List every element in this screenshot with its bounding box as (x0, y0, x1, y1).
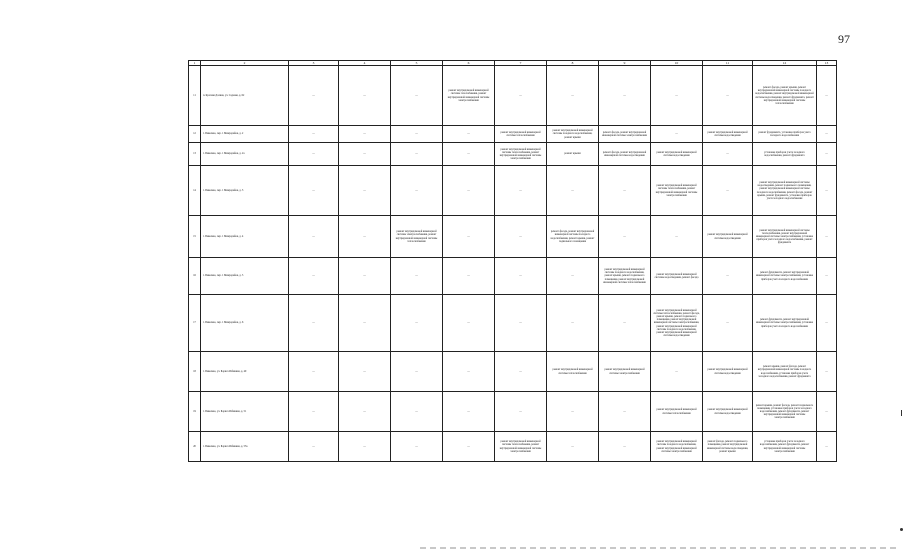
empty-dash-cell: — (817, 66, 837, 126)
empty-dash-cell: — (289, 66, 339, 126)
empty-dash-cell: — (599, 392, 651, 432)
column-number-7: 7 (495, 61, 547, 66)
margin-mark (901, 410, 902, 416)
empty-dash-cell: — (703, 66, 753, 126)
empty-dash-cell: — (289, 392, 339, 432)
table-row (189, 258, 837, 295)
work-description-cell: ремонт внутридомовой инженерной системы теплоснабжения (651, 392, 703, 432)
empty-dash-cell: — (391, 352, 443, 392)
empty-dash-cell: — (339, 352, 391, 392)
empty-dash-cell: — (817, 258, 837, 295)
work-description-cell: ремонт внутридомовой инженерной системы теплоснабжения, ремонт внутридомовой инженерной системы электроснабжения (495, 432, 547, 462)
empty-dash-cell: — (289, 126, 339, 143)
address-cell: г. Пикалево, пер. 1 Микрорайон, д. 2 (201, 126, 289, 143)
empty-dash-cell: — (443, 216, 495, 258)
margin-dot (900, 528, 903, 531)
table-row (189, 295, 837, 352)
empty-dash-cell: — (547, 166, 599, 216)
empty-dash-cell: — (495, 295, 547, 352)
work-description-cell: ремонт внутридомовой инженерной системы водоотведения (651, 143, 703, 166)
work-description-cell: ремонт фасада, ремонт подвального помещения, ремонт внутридомовой инженерной системы водоотведения, ремонт крыши (703, 432, 753, 462)
work-description-cell: ремонт фасада, ремонт внутридомовой инженерной системы водоотведения (599, 143, 651, 166)
work-description-cell: ремонт фасада, ремонт внутридомовой инженерной системы холодного водоснабжения, ремонт крыши, ремонт подвального помещения (547, 216, 599, 258)
column-number-12: 12 (753, 61, 817, 66)
empty-dash-cell: — (443, 352, 495, 392)
empty-dash-cell: — (651, 66, 703, 126)
empty-dash-cell: — (817, 352, 837, 392)
empty-dash-cell: — (703, 258, 753, 295)
empty-dash-cell: — (495, 258, 547, 295)
address-cell: г. Пикалево, пер. 1 Микрорайон, д. 2а (201, 143, 289, 166)
table-row (189, 143, 837, 166)
empty-dash-cell: — (599, 432, 651, 462)
empty-dash-cell: — (443, 295, 495, 352)
column-number-1: 1 (189, 61, 201, 66)
empty-dash-cell: — (339, 295, 391, 352)
address-cell: п. Красная Долина, ул. Садовая, д. 62 (201, 66, 289, 126)
empty-dash-cell: — (547, 295, 599, 352)
work-description-cell: ремонт фундамента, установка приборов учета холодного водоснабжения (753, 126, 817, 143)
empty-dash-cell: — (703, 295, 753, 352)
work-description-cell: ремонт внутридомовой инженерной системы холодного водоснабжения, ремонт крыши, ремонт подвального помещения, ремонт внутридомовой инженерной системы теплоснабжения (599, 258, 651, 295)
address-cell: г. Пикалево, пер. 1 Микрорайон, д. 6 (201, 295, 289, 352)
address-cell: г. Пикалево, пер. 1 Микрорайон, д. 3 (201, 166, 289, 216)
empty-dash-cell: — (339, 258, 391, 295)
empty-dash-cell: — (495, 216, 547, 258)
work-description-cell: ремонт фасада, ремонт крыши, ремонт внутридомовой инженерной системы холодного водоснабжения, ремонт внутридомовой инженерной системы водоотведения, ремонт фундамента, ремонт внутридомовой инженерной системы теплоснабжения (753, 66, 817, 126)
empty-dash-cell: — (443, 166, 495, 216)
empty-dash-cell: — (289, 258, 339, 295)
address-cell: г. Пикалево, пер. 1 Микрорайон, д. 5 (201, 258, 289, 295)
work-description-cell: ремонт внутридомовой инженерной системы водоотведения (703, 352, 753, 392)
row-number: 16 (189, 258, 201, 295)
column-number-6: 6 (443, 61, 495, 66)
empty-dash-cell: — (391, 126, 443, 143)
empty-dash-cell: — (651, 352, 703, 392)
empty-dash-cell: — (703, 143, 753, 166)
work-description-cell: ремонт внутридомовой инженерной системы теплоснабжения (495, 126, 547, 143)
empty-dash-cell: — (651, 216, 703, 258)
empty-dash-cell: — (599, 295, 651, 352)
work-description-cell: ремонт внутридомовой инженерной системы электроснабжения (599, 352, 651, 392)
work-description-cell: ремонт внутридомовой инженерной системы холодного водоснабжения, ремонт внутридомовой инженерной системы электроснабжения (651, 432, 703, 462)
empty-dash-cell: — (495, 166, 547, 216)
work-description-cell: ремонт внутридомовой инженерной системы водоотведения (703, 126, 753, 143)
empty-dash-cell: — (703, 166, 753, 216)
empty-dash-cell: — (391, 295, 443, 352)
empty-dash-cell: — (817, 216, 837, 258)
row-number: 18 (189, 352, 201, 392)
empty-dash-cell: — (391, 392, 443, 432)
empty-dash-cell: — (817, 432, 837, 462)
address-cell: г. Пикалево, ул. Бориса Рябинина, д. 53а (201, 432, 289, 462)
work-description-cell: ремонт внутридомовой инженерной системы газоснабжения, ремонт внутридомовой инженерной системы электроснабжения (443, 66, 495, 126)
empty-dash-cell: — (289, 143, 339, 166)
table-row (189, 166, 837, 216)
work-description-cell: ремонт внутридомовой инженерной системы водоотведения (703, 392, 753, 432)
empty-dash-cell: — (495, 392, 547, 432)
empty-dash-cell: — (443, 258, 495, 295)
empty-dash-cell: — (391, 166, 443, 216)
work-description-cell: ремонт внутридомовой инженерной системы электроснабжения, ремонт внутридомовой инженерной системы теплоснабжения (391, 216, 443, 258)
column-number-4: 4 (339, 61, 391, 66)
empty-dash-cell: — (443, 432, 495, 462)
empty-dash-cell: — (339, 432, 391, 462)
empty-dash-cell: — (339, 66, 391, 126)
work-description-cell: ремонт внутридомовой инженерной системы теплоснабжения, ремонт фасада, ремонт крыши, ремонт подвального помещения, ремонт внутридомовой инженерной системы электроснабжения, ремонт внутридомовой инженерной системы холодного водоснабжения, ремонт внутридомовой инженерной системы водоотведения (651, 295, 703, 352)
empty-dash-cell: — (289, 432, 339, 462)
table-row (189, 66, 837, 126)
work-description-cell: ремонт крыши, ремонт фасада, ремонт внутридомовой инженерной системы холодного водоснабжения, установка приборов учета холодного водоснабжения, ремонт фундамента (753, 352, 817, 392)
empty-dash-cell: — (547, 66, 599, 126)
work-description-cell: установка приборов учета холодного водоснабжения, ремонт фундамента (753, 143, 817, 166)
empty-dash-cell: — (391, 432, 443, 462)
address-cell: г. Пикалево, ул. Бориса Рябинина, д. 49 (201, 352, 289, 392)
empty-dash-cell: — (547, 392, 599, 432)
empty-dash-cell: — (339, 166, 391, 216)
repair-schedule-table (188, 60, 837, 462)
empty-dash-cell: — (817, 126, 837, 143)
empty-dash-cell: — (651, 126, 703, 143)
row-number: 15 (189, 216, 201, 258)
work-description-cell: ремонт внутридомовой инженерной системы водоотведения (703, 216, 753, 258)
work-description-cell: ремонт внутридомовой инженерной системы водоотведения, ремонт подвального помещения, ремонт внутридомовой инженерной системы холодного водоснабжения, ремонт фасада, ремонт крыши, ремонт фундамента, установка приборов учета холодного водоснабжения (753, 166, 817, 216)
work-description-cell: ремонт фундамента, ремонт внутридомовой инженерной системы электроснабжения, установка приборов учета холодного водоснабжения (753, 295, 817, 352)
table-row (189, 126, 837, 143)
empty-dash-cell: — (817, 295, 837, 352)
empty-dash-cell: — (391, 143, 443, 166)
work-description-cell: ремонт внутридомовой инженерной системы холодного водоснабжения, ремонт крыши (547, 126, 599, 143)
row-number: 12 (189, 126, 201, 143)
work-description-cell: ремонт внутридомовой инженерной системы водоотведения, ремонт фасада (651, 258, 703, 295)
empty-dash-cell: — (289, 295, 339, 352)
work-description-cell: ремонт внутридомовой инженерной системы теплоснабжения, ремонт внутридомовой инженерной системы электроснабжения (651, 166, 703, 216)
work-description-cell: ремонт фасада, ремонт внутридомовой инженерной системы электроснабжения (599, 126, 651, 143)
address-cell: г. Пикалево, пер. 1 Микрорайон, д. 4 (201, 216, 289, 258)
column-number-2: 2 (201, 61, 289, 66)
empty-dash-cell: — (289, 216, 339, 258)
row-number: 11 (189, 66, 201, 126)
empty-dash-cell: — (495, 352, 547, 392)
empty-dash-cell: — (289, 352, 339, 392)
work-description-cell: ремонт внутридомовой инженерной системы теплоснабжения, ремонт внутридомовой инженерной системы электроснабжения, установка приборов учета холодного водоснабжения, ремонт фундамента (753, 216, 817, 258)
empty-dash-cell: — (443, 126, 495, 143)
empty-dash-cell: — (599, 66, 651, 126)
row-number: 14 (189, 166, 201, 216)
column-number-13: 13 (817, 61, 837, 66)
row-number: 19 (189, 392, 201, 432)
empty-dash-cell: — (391, 66, 443, 126)
column-number-8: 8 (547, 61, 599, 66)
work-description-cell: ремонт фундамента, ремонт внутридомовой инженерной системы электроснабжения, установка приборов учета холодного водоснабжения (753, 258, 817, 295)
empty-dash-cell: — (599, 166, 651, 216)
empty-dash-cell: — (547, 432, 599, 462)
empty-dash-cell: — (443, 392, 495, 432)
empty-dash-cell: — (443, 143, 495, 166)
row-number: 20 (189, 432, 201, 462)
table-row (189, 352, 837, 392)
row-number: 13 (189, 143, 201, 166)
empty-dash-cell: — (339, 216, 391, 258)
empty-dash-cell: — (495, 66, 547, 126)
work-description-cell: ремонт крыши (547, 143, 599, 166)
page-number: 97 (838, 32, 850, 46)
address-cell: г. Пикалево, ул. Бориса Рябинина, д. 51 (201, 392, 289, 432)
column-number-10: 10 (651, 61, 703, 66)
empty-dash-cell: — (599, 216, 651, 258)
empty-dash-cell: — (339, 126, 391, 143)
column-number-5: 5 (391, 61, 443, 66)
work-description-cell: ремонт внутридомовой инженерной системы теплоснабжения (547, 352, 599, 392)
empty-dash-cell: — (817, 143, 837, 166)
table-row (189, 432, 837, 462)
column-number-3: 3 (289, 61, 339, 66)
empty-dash-cell: — (547, 258, 599, 295)
empty-dash-cell: — (339, 143, 391, 166)
empty-dash-cell: — (817, 392, 837, 432)
empty-dash-cell: — (339, 392, 391, 432)
table-row (189, 216, 837, 258)
column-number-11: 11 (703, 61, 753, 66)
table-row (189, 392, 837, 432)
work-description-cell: установка приборов учета холодного водоснабжения, ремонт фундамента, ремонт внутридомовой инженерной системы электроснабжения (753, 432, 817, 462)
empty-dash-cell: — (391, 258, 443, 295)
row-number: 17 (189, 295, 201, 352)
work-description-cell: ремонт крыши, ремонт фасада, ремонт подвального помещения, установка приборов учета холодного водоснабжения, ремонт фундамента, ремонт внутридомовой инженерной системы электроснабжения (753, 392, 817, 432)
empty-dash-cell: — (817, 166, 837, 216)
work-description-cell: ремонт внутридомовой инженерной системы теплоснабжения, ремонт внутридомовой инженерной системы электроснабжения (495, 143, 547, 166)
scan-artifact-line (420, 547, 900, 549)
empty-dash-cell: — (289, 166, 339, 216)
column-number-9: 9 (599, 61, 651, 66)
